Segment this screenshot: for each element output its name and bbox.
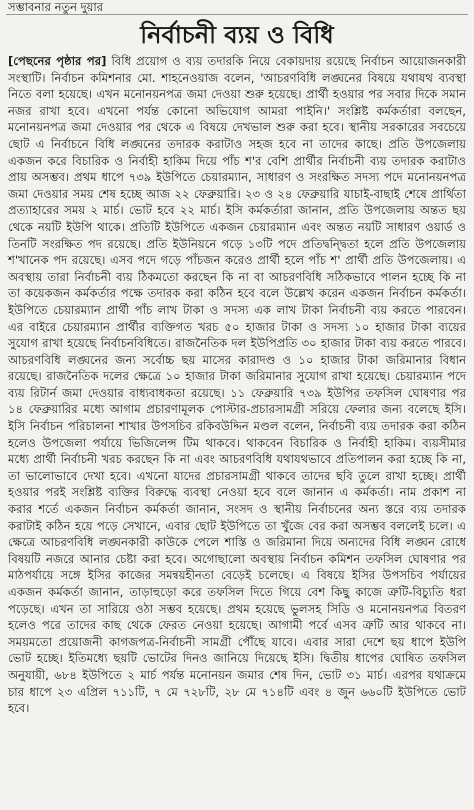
article-headline: নির্বাচনী ব্যয় ও বিধি [140,20,334,49]
article-body [6,53,468,717]
continued-label: [পেছনের পৃষ্ঠার পর] [8,54,107,68]
article-text: বিধি প্রয়োগ ও ব্যয় তদারকি নিয়ে বেকায়দায় রয়েছে নির্বাচন আয়োজনকারী সংস্থাটি। নির্বাচন কমিশনার মো. শাহনেওয়াজ বলেন, 'আচরণবিধি লঙ্ঘনের বিষয়ে যথাযথ ব্যবস্থা নিতে বলা হয়েছে। এখন মনোনয়নপত্র জমা দেওয়া শুরু হয়েছে। প্রার্থী হওয়ার পর সবার দিকে সমান নজর রাখা হবে। এখনো পর্যন্ত কোনো অভিযোগ আমরা পাইনি।' সংশ্লিষ্ট কর্মকর্তারা বলছেন, মনোনয়নপত্র জমা দেওয়ার পর থেকে এ বিষয়ে দেখভাল শুরু করা হবে। স্থানীয় সরকারের সবচেয়ে ছোট এ নির্বাচনে বিধি লঙ্ঘনের তদারক করাটাও সহজ হবে না তাদের কাছে। প্রতি উপজেলায় একজন করে বিচারিক ও নির্বাহী হাকিম দিয়ে পাঁচ শ'র বেশি প্রার্থীর নির্বাচনী ব্যয় তদারক করাটাও প্রায় অসম্ভব। প্রথম ধাপে ৭৩৯ ইউপিতে চেয়ারম্যান, সাধারণ ও সংরক্ষিত সদস্য পদে মনোনয়নপত্র জমা দেওয়ার সময় শেষ হচ্ছে আজ ২২ ফেব্রুয়ারি। ২৩ ও ২৪ ফেব্রুয়ারি যাচাই-বাছাই শেষে প্রার্থিতা প্রত্যাহারের সময় ২ মার্চ। ভোট হবে ২২ মার্চ। ইসি কর্মকর্তারা জানান, প্রতি উপজেলায় অন্তত ছয় থেকে নয়টি ইউপি থাকে। প্রতিটি ইউপিতে একজন চেয়ারম্যান এবং অন্তত নয়টি সাধারণ ওয়ার্ড ও তিনটি সংরক্ষিত পদ রয়েছে। প্রতি ইউনিয়নে গড়ে ১৩টি পদে প্রতিদ্বন্দ্বিতা হলে প্রতি উপজেলায় শ'খানেক পদ রয়েছে। এসব পদে গড়ে পাঁচজন করেও প্রার্থী হলে পাঁচ শ' প্রার্থী প্রতি উপজেলায়। এ অবস্থায় তারা নির্বাচনী ব্যয় ঠিকমতো করছেন কি না বা আচরণবিধি সঠিকভাবে পালন হচ্ছে কি না তা কয়েকজন কর্মকর্তার পক্ষে তদারক করা কঠিন হবে বলে উল্লেখ করেন একজন নির্বাচন কর্মকর্তা। ইউপিতে চেয়ারম্যান প্রার্থী পাঁচ লাখ টাকা ও সদস্য এক লাখ টাকা নির্বাচনী ব্যয় করতে পারবেন। এর বাইরে চেয়ারম্যান প্রার্থীর ব্যক্তিগত খরচ ৫০ হাজার টাকা ও সদস্য ১০ হাজার টাকা ব্যয়ের সুযোগ রাখা হয়েছে নির্বাচনবিধিতে। রাজনৈতিক দল ইউপিপ্রতি ৩০ হাজার টাকা ব্যয় করতে পারবে। আচরণবিধি লঙ্ঘনের জন্য সর্বোচ্চ ছয় মাসের কারাদণ্ড ও ১০ হাজার টাকা জরিমানার বিধান রয়েছে। রাজনৈতিক দলের ক্ষেত্রে ১০ হাজার টাকা জরিমানার সুযোগ রাখা হয়েছে। চেয়ারম্যান পদে ব্যয় রিটার্ন জমা দেওয়ার বাধ্যবাধকতা রয়েছে। ১১ ফেব্রুয়ারি ৭৩৯ ইউপির তফসিল ঘোষণার পর ১৪ ফেব্রুয়ারির মধ্যে আগাম প্রচারণামূলক পোস্টার-প্রচারসামগ্রী সরিয়ে ফেলার জন্য বলেছে ইসি। ইসি নির্বাচন পরিচালনা শাখার উপসচিব রকিবউদ্দিন মণ্ডল বলেন, নির্বাচনী ব্যয় তদারক করা কঠিন হলেও উপজেলা পর্যায়ে ভিজিলেন্স টিম থাকবে। থাকবেন বিচারিক ও নির্বাহী হাকিম। ব্যয়সীমার মধ্যে প্রার্থী নির্বাচনী খরচ করছেন কি না এবং আচরণবিধি যথাযথভাবে প্রতিপালন করা হচ্ছে কি না, তা ভালোভাবে দেখা হবে। এখনো যাদের প্রচারসামগ্রী থাকবে তাদের ছবি তুলে রাখা হচ্ছে। প্রার্থী হওয়ার পরই সংশ্লিষ্ট ব্যক্তির বিরুদ্ধে ব্যবস্থা নেওয়া হবে বলে জানান এ কর্মকর্তা। নাম প্রকাশ না করার শর্তে একজন নির্বাচন কর্মকর্তা জানান, সংসদ ও স্থানীয় নির্বাচনের অন্য স্তরে ব্যয় তদারক করাটাই কঠিন হয়ে পড়ে সেখানে, এবার ছোট ইউপিতে তা খুঁজে বের করা অসম্ভব বললেই চলে। এ ক্ষেত্রে আচরণবিধি লঙ্ঘনকারী কাউকে পেলে শাস্তি ও জরিমানা দিয়ে অন্যদের বিধি লঙ্ঘন রোধে বিষয়টি নজরে আনার চেষ্টা করা হবে। অগোছালো অবস্থায় নির্বাচন কমিশন তফসিল ঘোষণার পর মাঠপর্যায়ে সঙ্গে ইসির কাজের সমন্বয়হীনতা বেড়েই চলেছে। এ বিষয়ে ইসির উপসচিব পর্যায়ের একজন কর্মকর্তা জানান, তাড়াহুড়ো করে তফসিল দিতে গিয়ে বেশ কিছু কাজে ত্রুটি-বিচ্যুতি ধরা পড়েছে। এখন তা সারিয়ে ওঠা সম্ভব হয়েছে। প্রথম হয়েছে ভুলসহ সিডি ও মনোনয়নপত্র বিতরণ হলেও পরে তাদের কাছ থেকে ফেরত নেওয়া হয়েছে। আগামী পর্বে এসব ত্রুটি আর থাকবে না। সময়মতো প্রয়োজনী কাগজপত্র-নির্বাচনী সামগ্রী পৌঁছে যাবে। এবার সারা দেশে ছয় ধাপে ইউপি ভোট হচ্ছে। ইতিমধ্যে ছয়টি ভোটের দিনও জানিয়ে দিয়েছে ইসি। দ্বিতীয় ধাপের ঘোষিত তফসিল অনুযায়ী, ৬৮৪ ইউপিতে ২ মার্চ পর্যন্ত মনোনয়ন জমার শেষ দিন, ভোট ৩১ মার্চ। এরপর যথাক্রমে চার ধাপে ২৩ এপ্রিল ৭১১টি, ৭ মে ৭২৮টি, ২৮ মে ৭১৪টি এবং ৪ জুন ৬৬০টি ইউপিতে ভোট হবে। [8,54,466,716]
previous-article-snippet: সম্ভাবনার নতুন দুয়ার [6,0,468,15]
